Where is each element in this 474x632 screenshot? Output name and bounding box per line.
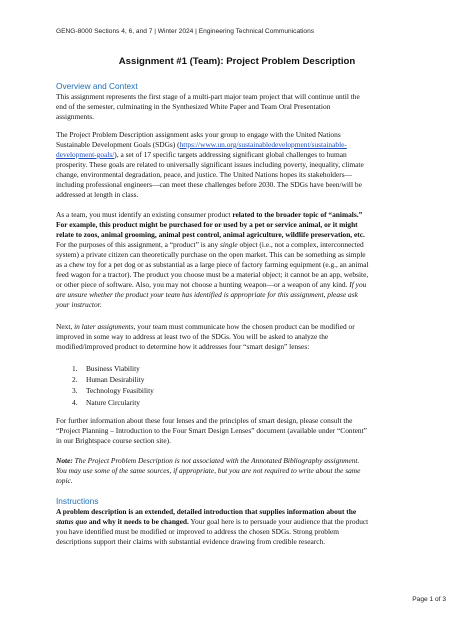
text-line: prosperity. These goals are related to universally significant issues including poverty, inequality, climate [56, 160, 364, 169]
text-run: As a team, you must identify an existing consumer product [56, 210, 233, 219]
text-line: in our Brightspace course section site). [56, 436, 171, 445]
text-run: and why it needs to be changed. [87, 517, 189, 526]
text-line: improved in some way to address at least two of the SDGs. You will be asked to analyze the [56, 332, 329, 341]
text-run: or other piece of software. Also, you may not choose a hunting weapon—or a weapon of any kind. [56, 280, 350, 289]
bold-run: related to the broader topic of “animals.” [232, 210, 363, 219]
list-label: Nature Circularity [86, 397, 140, 407]
text-line [56, 240, 426, 250]
text-line [56, 150, 426, 160]
text-line: addressed at length in class. [56, 190, 139, 199]
bold-run: For example, this product might be purchased for or used by a pet or service animal, or it might [56, 220, 358, 229]
list-number: 2. [72, 375, 78, 385]
bold-run: relate to zoos, animal grooming, animal pest control, animal agriculture, wildlife preservation, etc. [56, 230, 365, 239]
sdg-link-continued[interactable]: development-goals/ [56, 150, 115, 159]
text-line [56, 517, 426, 527]
italic-run: You may use some of the same sources, if appropriate, but you are not required to write about the same [56, 466, 361, 475]
text-line: system) a private citizen can theoretically purchase on the open market. This can be something as simple [56, 250, 366, 259]
text-run: For the purposes of this assignment, a “product” is any [56, 240, 221, 249]
list-item [72, 374, 154, 385]
text-line: as a chew toy for a pet dog or as substantial as a large piece of factory farming equipment (e.g., an animal [56, 260, 369, 269]
text-line: end of the semester, culminating in the Synthesized White Paper and Team Oral Presentation [56, 102, 331, 111]
instructions-paragraph [56, 507, 426, 547]
text-line [56, 280, 426, 290]
note-label: Note: [56, 456, 73, 465]
section-heading-instructions: Instructions [56, 496, 99, 506]
text-run: Sustainable Development Goals (SDGs) ( [56, 140, 180, 149]
text-line: assignments. [56, 112, 94, 121]
overview-paragraph-2 [56, 130, 426, 200]
text-line [56, 210, 426, 220]
sdg-link[interactable]: https://www.un.org/sustainabledevelopment/sustainable- [179, 140, 347, 149]
text-line: This assignment represents the first stage of a multi-part major team project that will continue until the [56, 92, 360, 101]
text-line [56, 466, 426, 476]
text-line: including professional engineers—can meet these challenges before 2030. The SDGs have been/will be [56, 180, 362, 189]
list-number: 1. [72, 364, 78, 373]
text-line [56, 322, 426, 332]
text-line: For further information about these four lenses and the principles of smart design, please consult the [56, 416, 353, 425]
text-line: feed wagon for a tractor). The product you choose must be a material object; it cannot be an app, website, [56, 270, 369, 279]
text-line: modified/improved product to determine how it addresses four “smart design” lenses: [56, 342, 310, 351]
text-line [56, 290, 426, 300]
page-title: Assignment #1 (Team): Project Problem Description [118, 56, 356, 67]
text-line [56, 456, 426, 466]
text-run: ), a set of 17 specific targets addressing significant global challenges to human [114, 150, 347, 159]
italic-run: your instructor. [56, 300, 102, 309]
text-run: , your team must communicate how the chosen product can be modified or [133, 322, 355, 331]
text-line: “Project Planning – Introduction to the Four Smart Design Lenses” document (available under “Content” [56, 426, 367, 435]
italic-run: status quo [56, 517, 88, 526]
list-number: 3. [72, 386, 78, 396]
overview-paragraph-1 [56, 92, 426, 122]
section-heading-overview: Overview and Context [56, 81, 138, 91]
list-item [72, 385, 154, 396]
page-number: Page 1 of 3 [412, 596, 446, 603]
italic-run: If you [349, 280, 367, 289]
italic-run: in later assignments [74, 322, 134, 331]
text-line [56, 476, 426, 486]
italic-run: single [220, 240, 238, 249]
text-line: you have identified must be modified or improved to address the chosen SDGs. Strong problem [56, 527, 340, 536]
bold-run: A problem description is an extended, detailed introduction that supplies information about the [56, 507, 357, 516]
text-run: object (i.e., not a complex, interconnected [237, 240, 364, 249]
text-line [56, 230, 426, 240]
text-line [56, 507, 426, 517]
text-line: The Project Problem Description assignment asks your group to engage with the United Nations [56, 130, 341, 139]
overview-paragraph-3 [56, 210, 426, 310]
list-number: 4. [72, 397, 78, 407]
italic-run [56, 456, 359, 465]
list-label: Business Viability [86, 364, 140, 373]
overview-paragraph-5 [56, 416, 426, 446]
text-line [56, 140, 426, 150]
list-label: Technology Feasibility [86, 386, 154, 396]
text-line: change, environmental degradation, peace, and justice. The United Nations hopes its stakeholders— [56, 170, 353, 179]
running-header: GENG-8000 Sections 4, 6, and 7 | Winter 2024 | Engineering Technical Communications [56, 28, 315, 35]
note-paragraph [56, 456, 426, 486]
italic-run: are unsure whether the product your team has identified is appropriate for this assignment, please ask [56, 290, 358, 299]
text-line [56, 300, 426, 310]
text-line: descriptions support their claims with substantial evidence drawing from credible research. [56, 537, 326, 546]
smart-design-lenses-list [72, 363, 154, 408]
text-run: The Project Problem Description is not associated with the Annotated Bibliography assignment. [72, 456, 360, 465]
list-item [72, 397, 154, 408]
italic-run: topic. [56, 476, 73, 485]
text-run: Your goal here is to persuade your audience that the product [188, 517, 369, 526]
text-line [56, 220, 426, 230]
text-run: Next, [56, 322, 75, 331]
bold-run [56, 517, 189, 526]
overview-paragraph-4 [56, 322, 426, 352]
list-item [72, 363, 154, 374]
list-label: Human Desirability [86, 375, 145, 385]
